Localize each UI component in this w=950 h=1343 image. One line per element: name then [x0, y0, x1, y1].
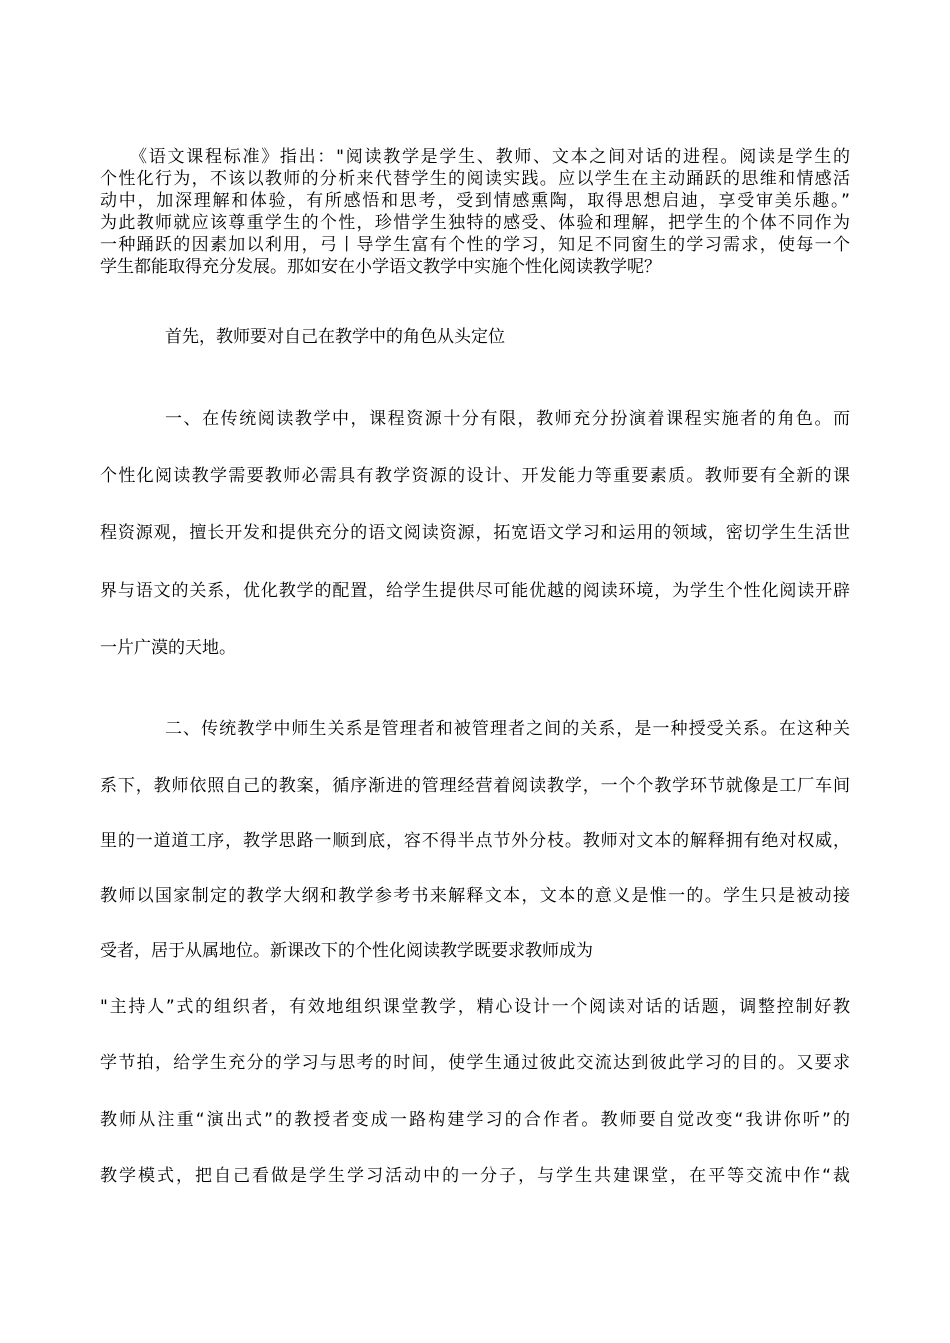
- section-2-line: 教学模式，把自己看做是学生学习活动中的一分子，与学生共建课堂，在平等交流中作“裁: [100, 1166, 850, 1186]
- section-2-line: 二、传统教学中师生关系是管理者和被管理者之间的关系，是一种授受关系。在这种关: [165, 719, 850, 739]
- intro-line: 一种踊跃的因素加以利用，弓丨导学生富有个性的学习，知足不同窗生的学习需求，使每一个: [100, 235, 850, 255]
- intro-line: 个性化行为，不该以教师的分析来代替学生的阅读实践。应以学生在主动踊跃的思维和情感活: [100, 169, 850, 189]
- section-2-line: 教师从注重“演出式”的教授者变成一路构建学习的合作者。教师要自觉改变“我讲你听”的: [100, 1110, 850, 1130]
- section-1-line: 一、在传统阅读教学中，课程资源十分有限，教师充分扮演着课程实施者的角色。而: [165, 409, 850, 429]
- section-2-line: 教师以国家制定的教学大纲和教学参考书来解释文本，文本的意义是惟一的。学生只是被动接: [100, 886, 850, 906]
- intro-line: 《语文课程标准》指出："阅读教学是学生、教师、文本之间对话的进程。阅读是学生的: [130, 147, 850, 167]
- section-heading: 首先，教师要对自己在教学中的角色从头定位: [165, 327, 505, 347]
- intro-line: 动中，加深理解和体验，有所感悟和思考，受到情感熏陶，取得思想启迪，享受审美乐趣。”: [100, 191, 850, 211]
- section-2-line: 系下，教师依照自己的教案，循序渐进的管理经营着阅读教学，一个个教学环节就像是工厂车间: [100, 776, 850, 796]
- section-1-line: 个性化阅读教学需要教师必需具有教学资源的设计、开发能力等重要素质。教师要有全新的课: [100, 466, 850, 486]
- intro-line: 为此教师就应该尊重学生的个性，珍惜学生独特的感受、体验和理解，把学生的个体不同作为: [100, 213, 850, 233]
- section-1-line: 一片广漠的天地。: [100, 638, 236, 658]
- section-1-line: 程资源观，擅长开发和提供充分的语文阅读资源，拓宽语文学习和运用的领域，密切学生生活世: [100, 523, 850, 543]
- section-2-line: "主持人”式的组织者，有效地组织课堂教学，精心设计一个阅读对话的话题，调整控制好教: [100, 997, 850, 1017]
- intro-line: 学生都能取得充分发展。那如安在小学语文教学中实施个性化阅读教学呢？: [100, 257, 661, 277]
- section-1-line: 界与语文的关系，优化教学的配置，给学生提供尽可能优越的阅读环境，为学生个性化阅读开辟: [100, 581, 850, 601]
- section-2-line: 里的一道道工序，教学思路一顺到底，容不得半点节外分枝。教师对文本的解释拥有绝对权威，: [100, 831, 850, 851]
- section-2-line: 学节拍，给学生充分的学习与思考的时间，使学生通过彼此交流达到彼此学习的目的。又要求: [100, 1053, 850, 1073]
- section-2-line: 受者，居于从属地位。新课改下的个性化阅读教学既要求教师成为: [100, 941, 593, 961]
